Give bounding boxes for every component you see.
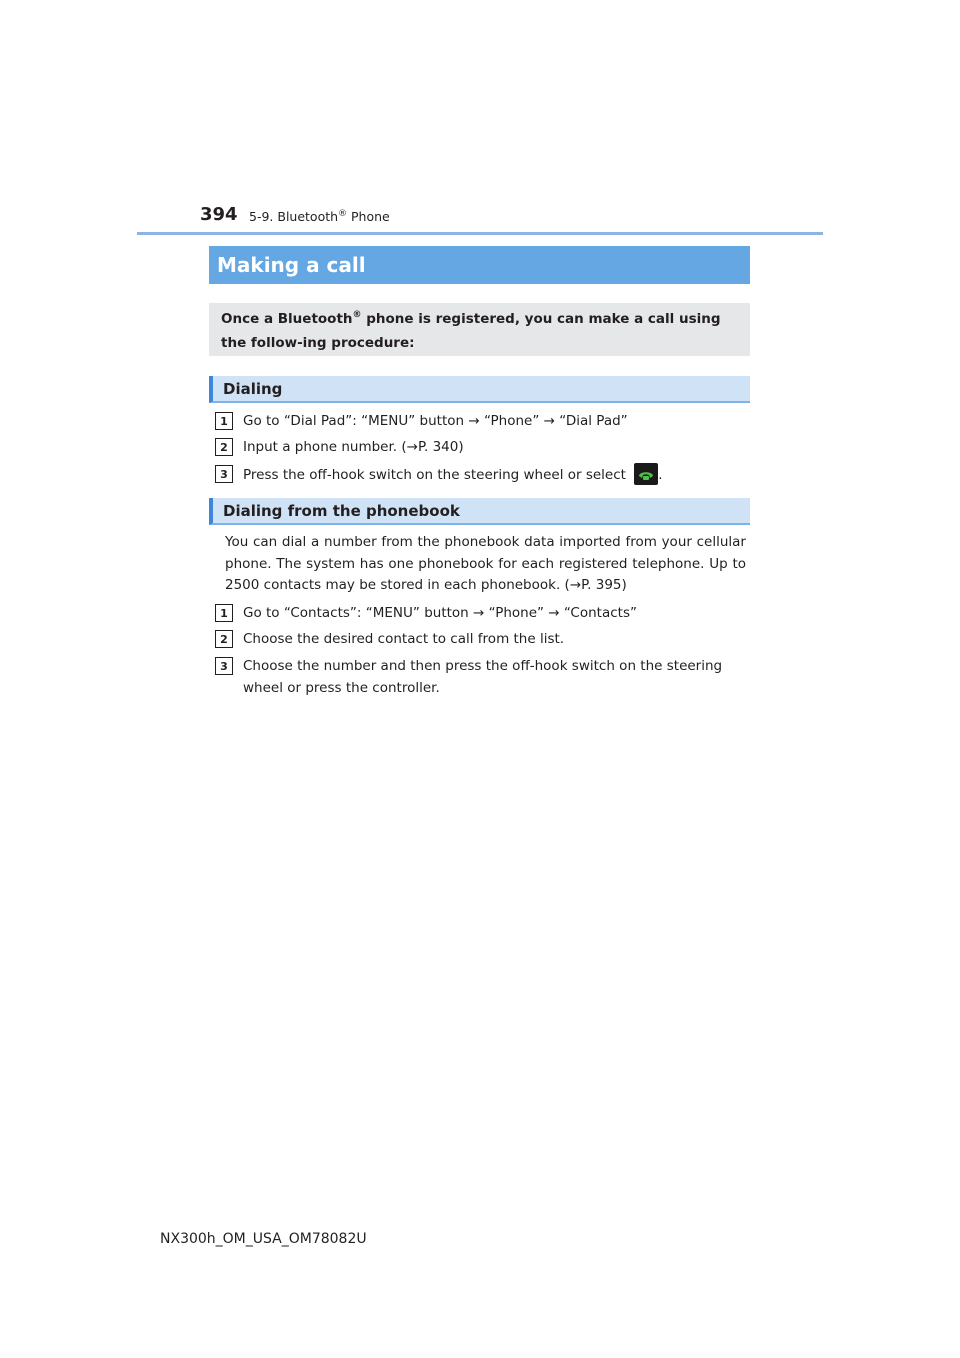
page-title: Making a call (217, 253, 366, 277)
phonebook-paragraph: You can dial a number from the phonebook data imported from your cellular phone. The system has one phonebook for each registered telephone. Up to 2500 contacts may be stored in each phonebook. (→P. 395) (225, 534, 746, 593)
section-title: 5-9. Bluetooth® Phone (249, 209, 390, 224)
dialing-step-1-number: 1 (215, 412, 233, 430)
phonebook-step-2-text: Choose the desired contact to call from the list. (243, 631, 565, 647)
title-bar (209, 246, 750, 284)
dialing-step-1-text: Go to “Dial Pad”: “MENU” button → “Phone” → “Dial Pad” (243, 413, 628, 429)
footer-code: NX300h_OM_USA_OM78082U (160, 1231, 367, 1247)
page-number: 394 (200, 204, 238, 225)
dialing-heading-bar (209, 376, 750, 403)
dialing-step-2-number: 2 (215, 438, 233, 456)
dialing-step-3-text: Press the off-hook switch on the steering wheel or select . (243, 463, 748, 486)
phonebook-heading: Dialing from the phonebook (223, 501, 460, 520)
intro-text: Once a Bluetooth® phone is registered, you can make a call using the follow-ing procedure: (221, 310, 721, 351)
phone-call-icon (634, 463, 658, 485)
phonebook-step-1-number: 1 (215, 604, 233, 622)
phonebook-step-3-number: 3 (215, 657, 233, 675)
phonebook-step-1-text: Go to “Contacts”: “MENU” button → “Phone” → “Contacts” (243, 605, 637, 621)
phonebook-step-2-number: 2 (215, 630, 233, 648)
dialing-step-2-text: Input a phone number. (→P. 340) (243, 439, 464, 455)
dialing-heading: Dialing (223, 379, 283, 398)
intro-box (209, 303, 750, 356)
phonebook-step-3-text: Choose the number and then press the off-hook switch on the steering wheel or press the controller. (243, 658, 723, 696)
header-rule (137, 232, 823, 235)
phonebook-heading-bar (209, 498, 750, 525)
dialing-step-3-number: 3 (215, 465, 233, 483)
